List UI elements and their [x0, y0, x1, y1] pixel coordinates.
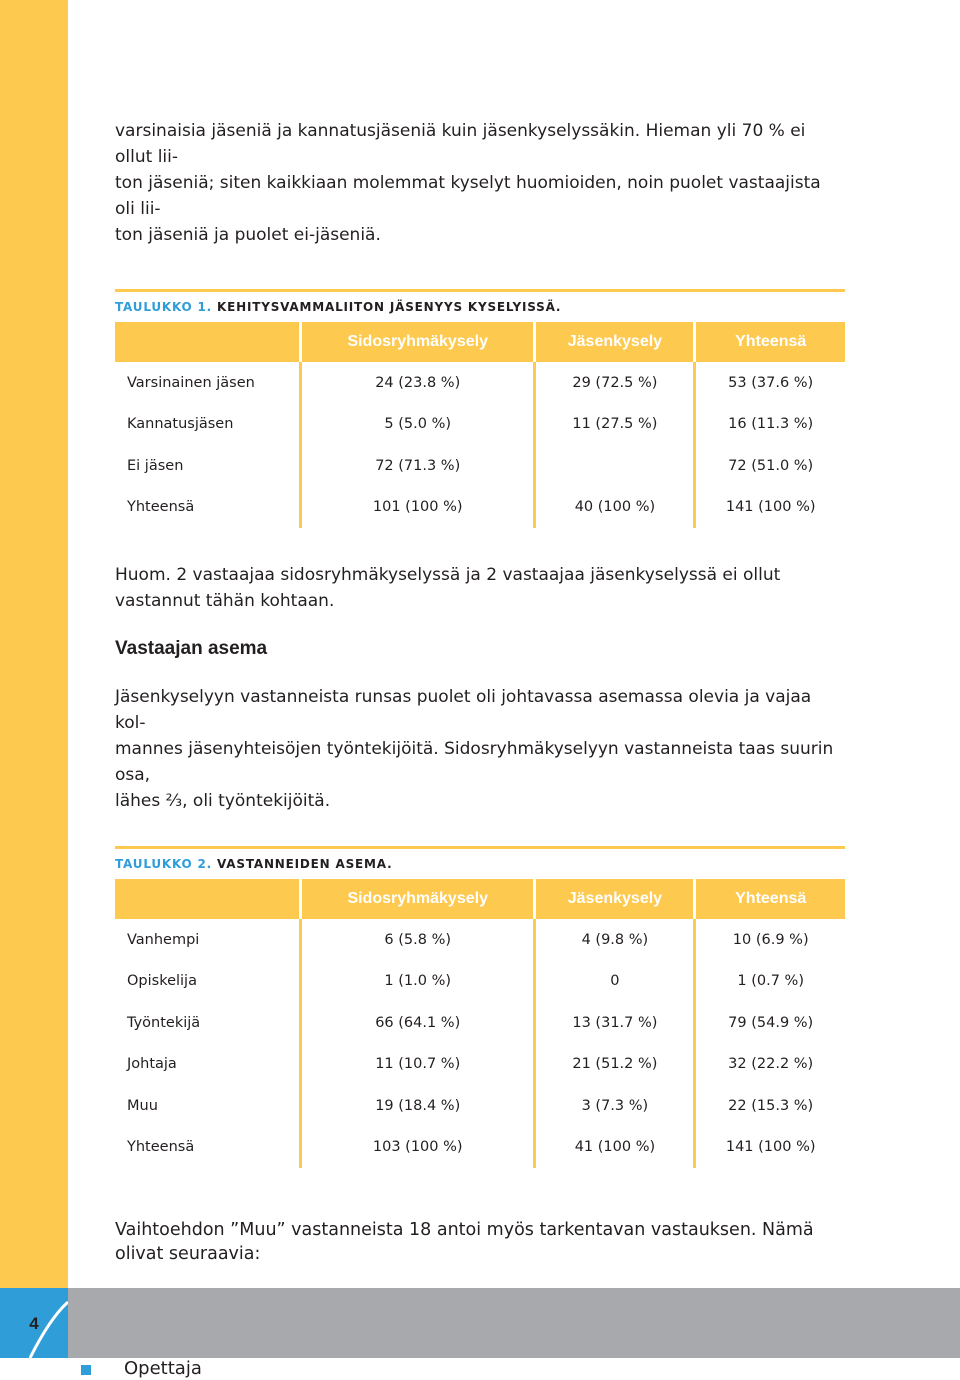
section-line: lähes ⅔, oli työntekijöitä.	[115, 791, 330, 811]
section-line: Jäsenkyselyyn vastanneista runsas puolet oli johtavassa asemassa olevia ja vajaa kol-	[115, 687, 811, 733]
table1-caption-number: TAULUKKO 1.	[115, 300, 212, 314]
intro-line: ton jäseniä ja puolet ei-jäseniä.	[115, 225, 381, 245]
bullet-square-icon	[81, 1365, 91, 1375]
table-cell: 32 (22.2 %)	[695, 1044, 845, 1086]
table-row	[115, 404, 845, 446]
table2-caption-number: TAULUKKO 2.	[115, 857, 212, 871]
footer-bar	[0, 1288, 960, 1358]
table-cell: 11 (10.7 %)	[301, 1044, 535, 1086]
column-header: Jäsenkysely	[535, 879, 695, 919]
left-margin-bar	[0, 0, 68, 1358]
page-number: 4	[0, 1314, 68, 1334]
table-cell: 0	[535, 961, 695, 1003]
table-cell: 4 (9.8 %)	[535, 919, 695, 961]
table-cell: 6 (5.8 %)	[301, 919, 535, 961]
table-cell: 11 (27.5 %)	[535, 404, 695, 446]
table-cell: 16 (11.3 %)	[695, 404, 845, 446]
table-row	[115, 1002, 845, 1044]
row-label: Johtaja	[115, 1044, 301, 1086]
table-cell: 40 (100 %)	[535, 487, 695, 529]
table-cell: 72 (71.3 %)	[301, 445, 535, 487]
column-header: Yhteensä	[695, 879, 845, 919]
row-label: Yhteensä	[115, 1127, 301, 1169]
header-blank	[115, 322, 301, 362]
row-label: Kannatusjäsen	[115, 404, 301, 446]
intro-line: varsinaisia jäseniä ja kannatusjäseniä kuin jäsenkyselyssäkin. Hieman yli 70 % ei ollut lii-	[115, 121, 805, 167]
table-row	[115, 1044, 845, 1086]
row-label: Työntekijä	[115, 1002, 301, 1044]
table2-caption-text: VASTANNEIDEN ASEMA.	[217, 857, 392, 871]
column-header: Jäsenkysely	[535, 322, 695, 362]
table-header-row	[115, 322, 845, 362]
row-label: Yhteensä	[115, 487, 301, 529]
section-heading: Vastaajan asema	[115, 638, 845, 660]
table-cell: 3 (7.3 %)	[535, 1085, 695, 1127]
table-cell: 1 (0.7 %)	[695, 961, 845, 1003]
table-cell: 19 (18.4 %)	[301, 1085, 535, 1127]
table-cell: 21 (51.2 %)	[535, 1044, 695, 1086]
table-row	[115, 445, 845, 487]
note-paragraph: Huom. 2 vastaajaa sidosryhmäkyselyssä ja 2 vastaajaa jäsenkyselyssä ei ollut vastannut tähän kohtaan.	[115, 562, 850, 614]
table-cell: 141 (100 %)	[695, 487, 845, 529]
section-line: mannes jäsenyhteisöjen työntekijöitä. Sidosryhmäkyselyyn vastanneista taas suurin osa,	[115, 739, 833, 785]
table-cell	[535, 445, 695, 487]
column-header: Yhteensä	[695, 322, 845, 362]
row-label: Opiskelija	[115, 961, 301, 1003]
table-cell: 53 (37.6 %)	[695, 362, 845, 404]
table-cell: 41 (100 %)	[535, 1127, 695, 1169]
table-cell: 1 (1.0 %)	[301, 961, 535, 1003]
table1	[115, 322, 845, 528]
intro-paragraph	[115, 118, 845, 248]
table-cell: 101 (100 %)	[301, 487, 535, 529]
column-header: Sidosryhmäkysely	[301, 322, 535, 362]
table-cell: 13 (31.7 %)	[535, 1002, 695, 1044]
table-header-row	[115, 879, 845, 919]
section-paragraph	[115, 684, 845, 814]
intro-line: ton jäseniä; siten kaikkiaan molemmat kyselyt huomioiden, noin puolet vastaajista oli lii-	[115, 173, 821, 219]
table-cell: 141 (100 %)	[695, 1127, 845, 1169]
table-cell: 22 (15.3 %)	[695, 1085, 845, 1127]
table-row	[115, 1085, 845, 1127]
table-row	[115, 1127, 845, 1169]
header-blank	[115, 879, 301, 919]
row-label: Vanhempi	[115, 919, 301, 961]
table2	[115, 879, 845, 1168]
table1-caption-text: KEHITYSVAMMALIITON JÄSENYYS KYSELYISSÄ.	[217, 300, 561, 314]
table-row	[115, 961, 845, 1003]
table-cell: 29 (72.5 %)	[535, 362, 695, 404]
list-item	[57, 1357, 845, 1380]
page-content	[115, 118, 845, 1380]
list-item-text: Opettaja	[124, 1358, 202, 1379]
column-header: Sidosryhmäkysely	[301, 879, 535, 919]
row-label: Varsinainen jäsen	[115, 362, 301, 404]
table-row	[115, 487, 845, 529]
table2-caption	[115, 849, 845, 871]
closing-paragraph: Vaihtoehdon ”Muu” vastanneista 18 antoi myös tarkentavan vastauksen. Nämä olivat seuraavia:	[115, 1218, 850, 1266]
table-cell: 5 (5.0 %)	[301, 404, 535, 446]
row-label: Muu	[115, 1085, 301, 1127]
table-cell: 66 (64.1 %)	[301, 1002, 535, 1044]
row-label: Ei jäsen	[115, 445, 301, 487]
table1-caption	[115, 292, 845, 314]
table-row	[115, 362, 845, 404]
table-cell: 103 (100 %)	[301, 1127, 535, 1169]
table-cell: 72 (51.0 %)	[695, 445, 845, 487]
table-cell: 10 (6.9 %)	[695, 919, 845, 961]
table-cell: 24 (23.8 %)	[301, 362, 535, 404]
table-row	[115, 919, 845, 961]
table-cell: 79 (54.9 %)	[695, 1002, 845, 1044]
